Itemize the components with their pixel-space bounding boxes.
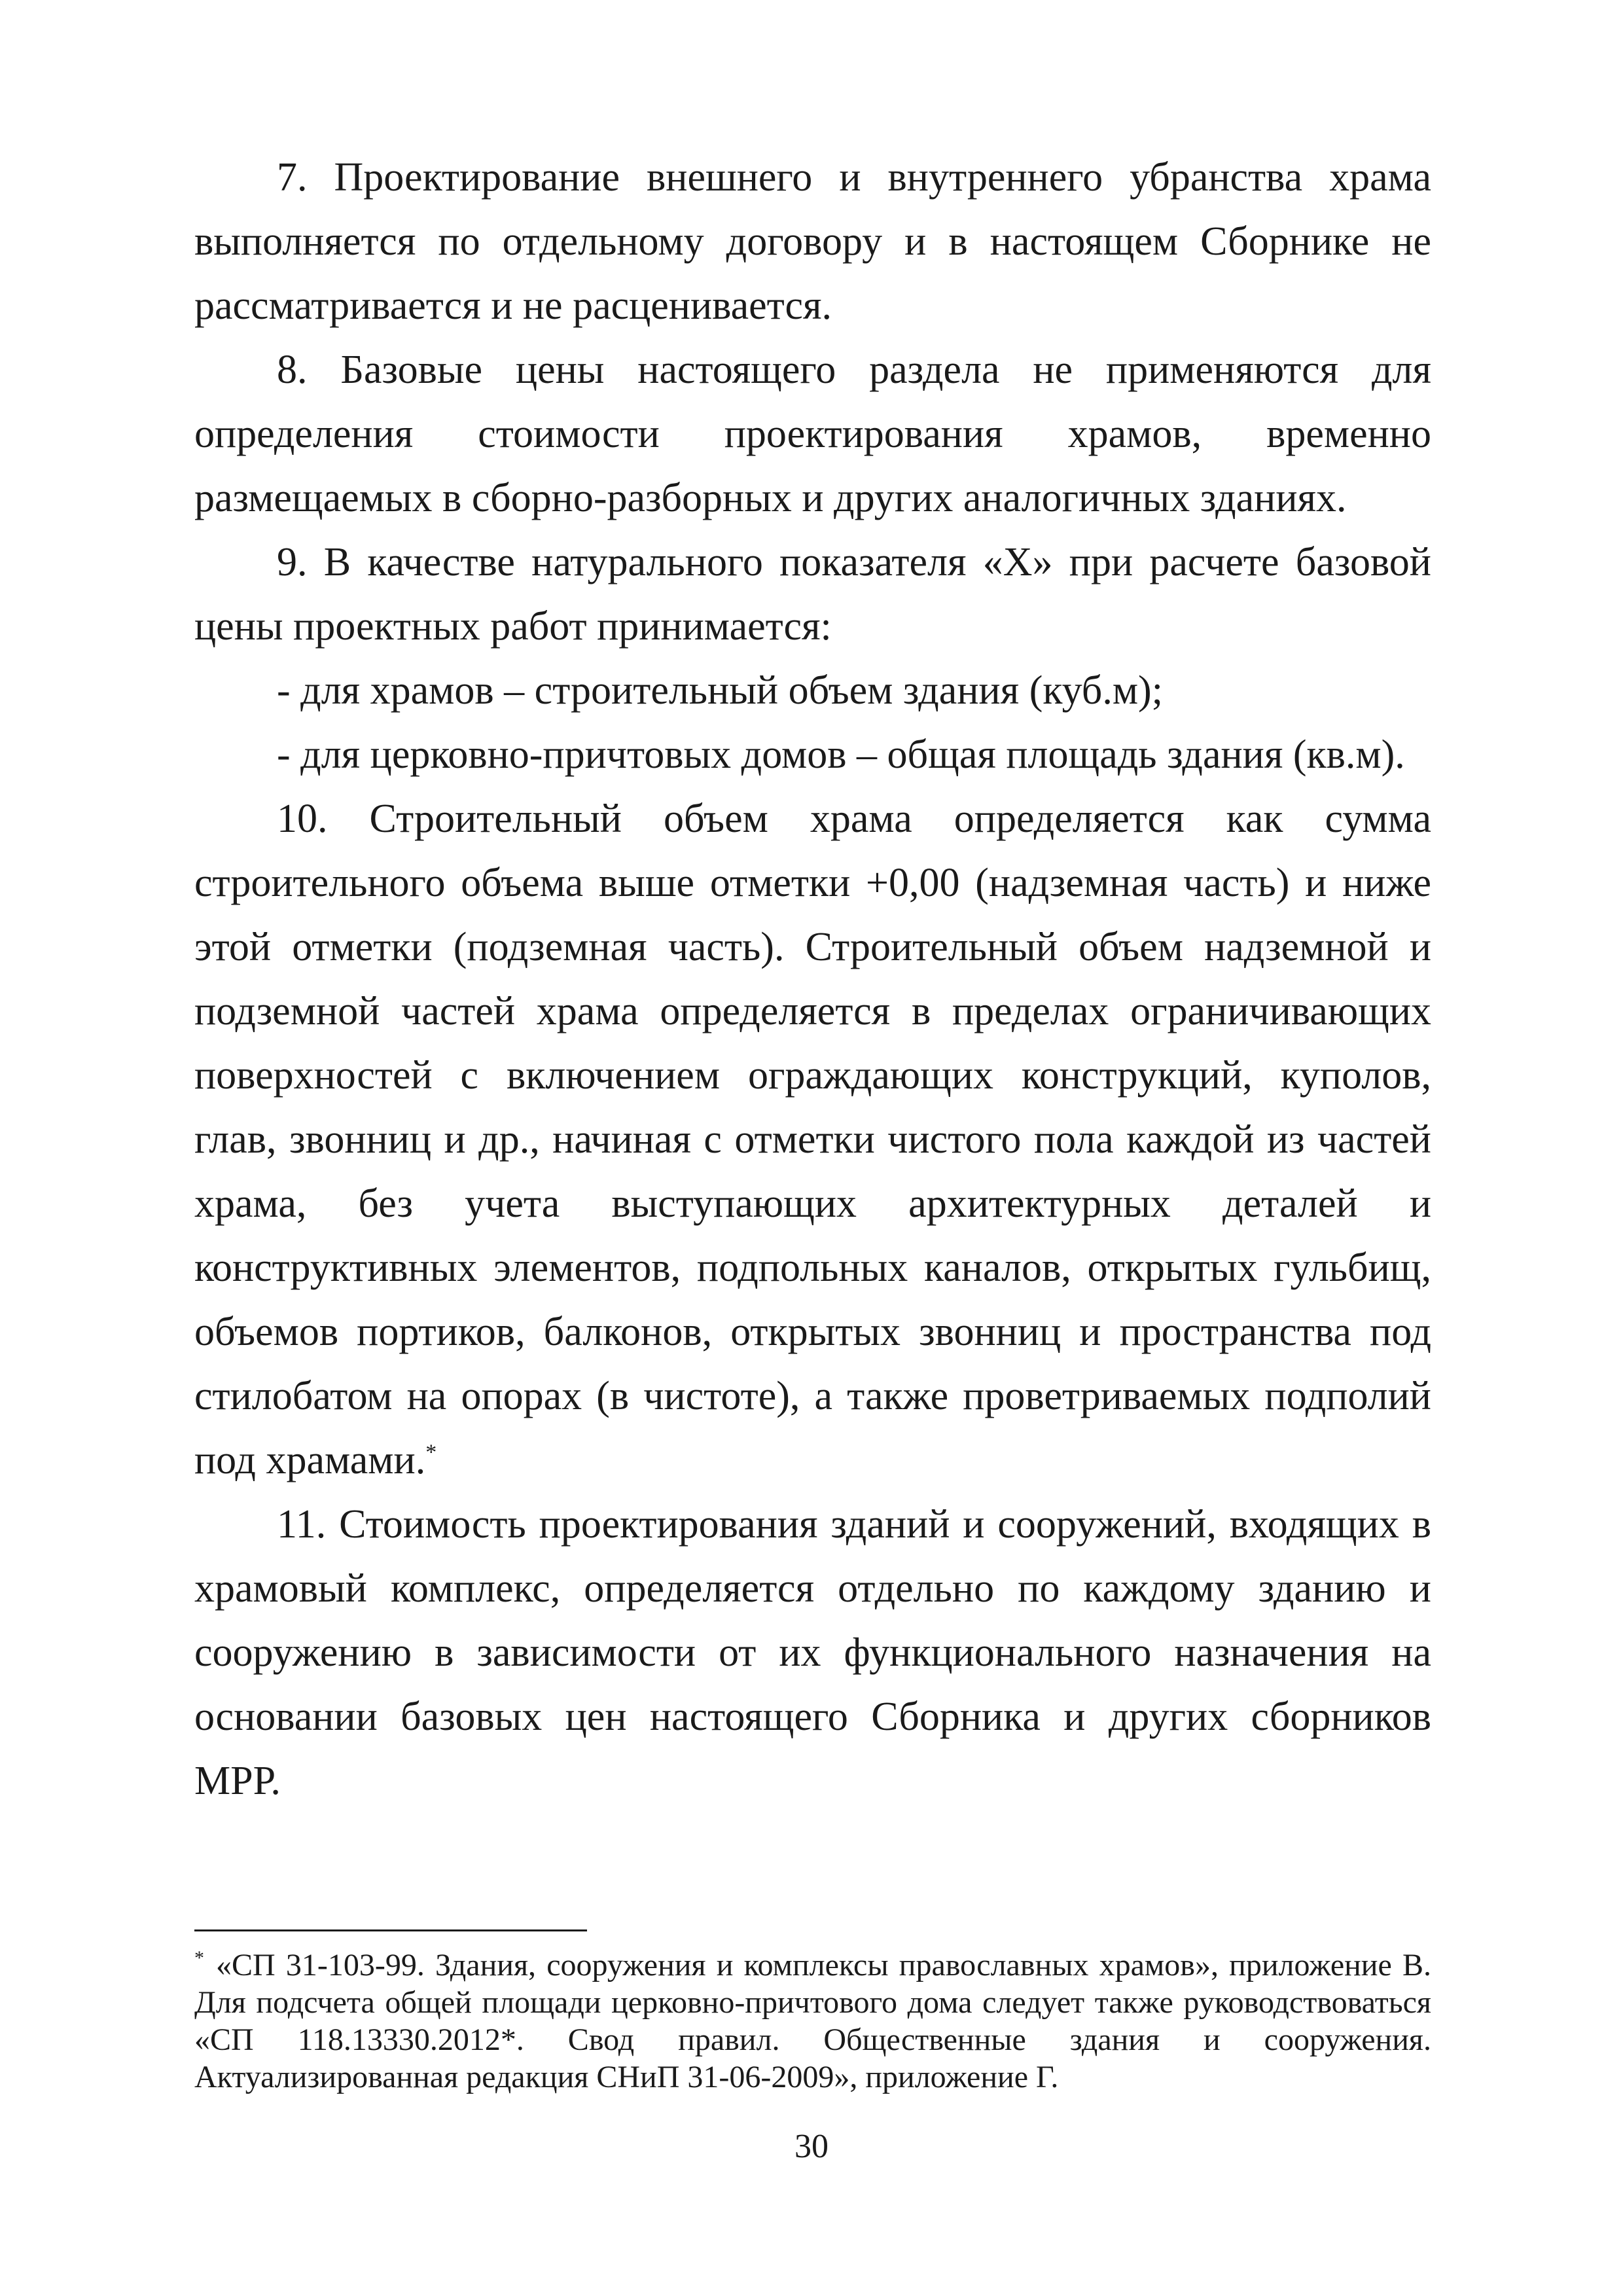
paragraph-10-text: 10. Строительный объем храма определяется как сумма строительного объема выше отметки +0,00 (надземная часть) и ниже этой отметки (подземная часть). Строительный объем надземной и подземной частей храма определяется в пределах ограничивающих поверхностей с включением ограждающих конструкций, куполов, глав, звонниц и др., начиная с отметки чистого пола каждой из частей храма, без учета выступающих архитектурных деталей и конструктивных элементов, подпольных каналов, открытых гульбищ, объемов портиков, балконов, открытых звонниц и пространства под стилобатом на опорах (в чистоте), а также проветриваемых подполий под храмами.	[194, 797, 1431, 1482]
paragraph-11: 11. Стоимость проектирования зданий и сооружений, входящих в храмовый комплекс, определяется отдельно по каждому зданию и сооружению в зависимости от их функционального назначения на основании базовых цен настоящего Сборника и других сборников МРР.	[194, 1502, 1431, 1803]
footnote	[194, 1946, 1431, 2096]
paragraph-10	[194, 787, 1431, 1492]
paragraph-8: 8. Базовые цены настоящего раздела не применяются для определения стоимости проектирования храмов, временно размещаемых в сборно-разборных и других аналогичных зданиях.	[194, 348, 1431, 520]
paragraph-9: 9. В качестве натурального показателя «Х» при расчете базовой цены проектных работ принимается:	[194, 540, 1431, 649]
footnote-separator	[194, 1929, 587, 1931]
main-text	[194, 145, 1431, 1813]
list-item-temples: - для храмов – строительный объем здания (куб.м);	[277, 668, 1163, 713]
list-item-clergy-houses: - для церковно-причтовых домов – общая площадь здания (кв.м).	[277, 732, 1405, 777]
footnote-text: «СП 31-103-99. Здания, сооружения и комплексы православных храмов», приложение В. Для подсчета общей площади церковно-причтового дома следует также руководствоваться «СП 118.13330.2012*. Свод правил. Общественные здания и сооружения. Актуализированная редакция СНиП 31-06-2009», приложение Г.	[194, 1948, 1431, 2094]
footnote-mark: *	[194, 1947, 204, 1969]
page-number: 30	[794, 2128, 829, 2165]
footnote-reference-mark: *	[425, 1440, 437, 1465]
paragraph-7: 7. Проектирование внешнего и внутреннего убранства храма выполняется по отдельному договору и в настоящем Сборнике не рассматривается и не расценивается.	[194, 155, 1431, 328]
